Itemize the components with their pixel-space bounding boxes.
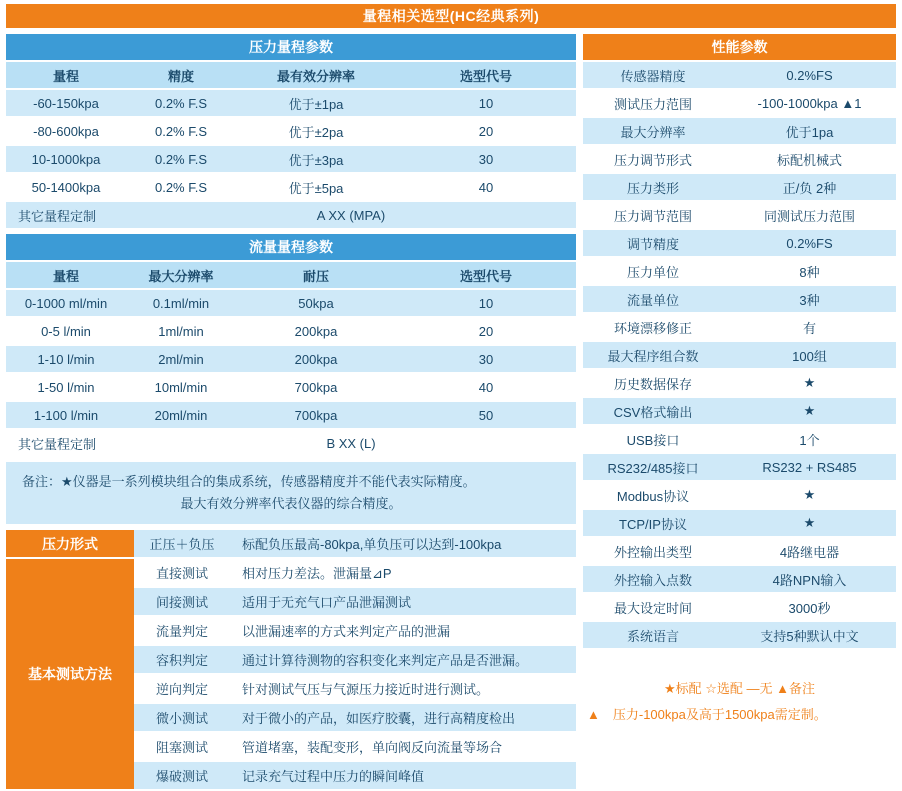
table-row xyxy=(583,62,896,88)
param-name: 外控输出类型 xyxy=(583,538,723,564)
cell-code: 50 xyxy=(396,402,576,428)
table-row xyxy=(583,370,896,396)
param-value: ★ xyxy=(723,482,896,508)
table-row xyxy=(6,118,576,144)
table-row xyxy=(583,510,896,536)
col-header-accuracy: 精度 xyxy=(126,62,236,88)
cell-custom-label: 其它量程定制 xyxy=(6,430,126,456)
left-column xyxy=(6,32,576,791)
cell-custom-value: A XX (MPA) xyxy=(126,202,576,228)
pressure-custom-row xyxy=(6,202,576,228)
col-header-code: 选型代号 xyxy=(396,262,576,288)
table-row xyxy=(6,374,576,400)
pressure-section-header: 压力量程参数 xyxy=(6,34,576,60)
param-value: ★ xyxy=(723,510,896,536)
cell-resolution: 优于±2pa xyxy=(236,118,396,144)
col-header-pressure-resistance: 耐压 xyxy=(236,262,396,288)
cell-range: -60-150kpa xyxy=(6,90,126,116)
table-row xyxy=(583,286,896,312)
param-value: 100组 xyxy=(723,342,896,368)
param-name: 流量单位 xyxy=(583,286,723,312)
cell-accuracy: 0.2% F.S xyxy=(126,146,236,172)
col-header-code: 选型代号 xyxy=(396,62,576,88)
param-value: RS232 + RS485 xyxy=(723,454,896,480)
table-row xyxy=(6,174,576,200)
param-value: 4路继电器 xyxy=(723,538,896,564)
cell-code: 40 xyxy=(396,174,576,200)
col-header-resolution: 最大分辨率 xyxy=(126,262,236,288)
param-name: CSV格式输出 xyxy=(583,398,723,424)
cell-resolution: 优于±5pa xyxy=(236,174,396,200)
param-name: Modbus协议 xyxy=(583,482,723,508)
col-header-resolution: 最有效分辨率 xyxy=(236,62,396,88)
table-row xyxy=(583,566,896,592)
method-name: 容积判定 xyxy=(134,646,230,673)
method-desc: 标配负压最高-80kpa,单负压可以达到-100kpa xyxy=(230,530,576,557)
method-name: 逆向判定 xyxy=(134,675,230,702)
cell-range: 10-1000kpa xyxy=(6,146,126,172)
table-row xyxy=(583,342,896,368)
param-name: RS232/485接口 xyxy=(583,454,723,480)
note-line-1: 备注：★仪器是一系列模块组合的集成系统，传感器精度并不能代表实际精度。 xyxy=(22,474,476,489)
param-value: 标配机械式 xyxy=(723,146,896,172)
table-row xyxy=(583,398,896,424)
cell-pressure: 700kpa xyxy=(236,374,396,400)
method-name: 阻塞测试 xyxy=(134,733,230,760)
method-desc: 以泄漏速率的方式来判定产品的泄漏 xyxy=(230,617,576,644)
param-name: USB接口 xyxy=(583,426,723,452)
table-row xyxy=(583,482,896,508)
cell-code: 10 xyxy=(396,290,576,316)
param-name: 压力单位 xyxy=(583,258,723,284)
cell-custom-label: 其它量程定制 xyxy=(6,202,126,228)
param-name: TCP/IP协议 xyxy=(583,510,723,536)
pressure-column-headers xyxy=(6,62,576,88)
param-value: 0.2%FS xyxy=(723,62,896,88)
cell-range: 1-100 l/min xyxy=(6,402,126,428)
method-name: 正压＋负压 xyxy=(134,530,230,557)
method-desc: 适用于无充气口产品泄漏测试 xyxy=(230,588,576,615)
cell-resolution: 优于±3pa xyxy=(236,146,396,172)
param-value: 正/负 2种 xyxy=(723,174,896,200)
param-name: 历史数据保存 xyxy=(583,370,723,396)
pressure-range-table xyxy=(6,32,576,230)
col-header-range: 量程 xyxy=(6,262,126,288)
flow-custom-row xyxy=(6,430,576,456)
table-row xyxy=(6,146,576,172)
table-row xyxy=(583,538,896,564)
table-row xyxy=(6,290,576,316)
param-name: 最大分辨率 xyxy=(583,118,723,144)
method-desc: 相对压力差法。泄漏量⊿P xyxy=(230,559,576,586)
cell-resolution: 20ml/min xyxy=(126,402,236,428)
method-name: 直接测试 xyxy=(134,559,230,586)
legend-block xyxy=(583,676,896,728)
cell-resolution: 优于±1pa xyxy=(236,90,396,116)
param-name: 压力类形 xyxy=(583,174,723,200)
table-row xyxy=(6,346,576,372)
performance-table xyxy=(583,32,896,650)
pressure-form-label: 压力形式 xyxy=(6,530,134,557)
param-name: 传感器精度 xyxy=(583,62,723,88)
method-desc: 通过计算待测物的容积变化来判定产品是否泄漏。 xyxy=(230,646,576,673)
method-desc: 对于微小的产品，如医疗胶囊，进行高精度检出 xyxy=(230,704,576,731)
method-name: 爆破测试 xyxy=(134,762,230,789)
cell-pressure: 50kpa xyxy=(236,290,396,316)
param-value: 3000秒 xyxy=(723,594,896,620)
param-value: 4路NPN输入 xyxy=(723,566,896,592)
cell-code: 20 xyxy=(396,318,576,344)
cell-range: -80-600kpa xyxy=(6,118,126,144)
method-desc: 针对测试气压与气源压力接近时进行测试。 xyxy=(230,675,576,702)
performance-header: 性能参数 xyxy=(583,34,896,60)
param-name: 最大设定时间 xyxy=(583,594,723,620)
param-name: 外控输入点数 xyxy=(583,566,723,592)
table-row xyxy=(583,174,896,200)
table-row xyxy=(6,530,576,557)
right-column xyxy=(583,32,896,728)
cell-range: 50-1400kpa xyxy=(6,174,126,200)
table-row xyxy=(583,594,896,620)
table-row xyxy=(583,258,896,284)
method-desc: 记录充气过程中压力的瞬间峰值 xyxy=(230,762,576,789)
cell-range: 1-10 l/min xyxy=(6,346,126,372)
table-row xyxy=(583,454,896,480)
table-row xyxy=(583,314,896,340)
table-row xyxy=(6,318,576,344)
param-value: 8种 xyxy=(723,258,896,284)
cell-resolution: 2ml/min xyxy=(126,346,236,372)
cell-code: 20 xyxy=(396,118,576,144)
param-value: 有 xyxy=(723,314,896,340)
legend-line-2: ▲ 压力-100kpa及高于1500kpa需定制。 xyxy=(587,707,827,722)
basic-method-label: 基本测试方法 xyxy=(6,559,134,789)
method-name: 间接测试 xyxy=(134,588,230,615)
table-row xyxy=(583,146,896,172)
cell-range: 1-50 l/min xyxy=(6,374,126,400)
cell-accuracy: 0.2% F.S xyxy=(126,118,236,144)
cell-range: 0-1000 ml/min xyxy=(6,290,126,316)
param-value: 1个 xyxy=(723,426,896,452)
cell-code: 10 xyxy=(396,90,576,116)
table-row xyxy=(583,426,896,452)
page-title: 量程相关选型(HC经典系列) xyxy=(6,4,896,28)
method-name: 流量判定 xyxy=(134,617,230,644)
table-row xyxy=(583,202,896,228)
param-value: -100-1000kpa ▲1 xyxy=(723,90,896,116)
table-row xyxy=(583,230,896,256)
cell-code: 40 xyxy=(396,374,576,400)
legend-line-1: ★标配 ☆选配 —无 ▲备注 xyxy=(663,681,815,696)
method-desc: 管道堵塞，装配变形，单向阀反向流量等场合 xyxy=(230,733,576,760)
table-row xyxy=(583,622,896,648)
table-row xyxy=(583,90,896,116)
col-header-range: 量程 xyxy=(6,62,126,88)
table-row xyxy=(583,118,896,144)
cell-pressure: 700kpa xyxy=(236,402,396,428)
cell-accuracy: 0.2% F.S xyxy=(126,90,236,116)
param-name: 最大程序组合数 xyxy=(583,342,723,368)
test-methods-table xyxy=(6,528,576,791)
param-value: 0.2%FS xyxy=(723,230,896,256)
table-row xyxy=(6,90,576,116)
method-name: 微小测试 xyxy=(134,704,230,731)
cell-resolution: 0.1ml/min xyxy=(126,290,236,316)
param-name: 测试压力范围 xyxy=(583,90,723,116)
cell-code: 30 xyxy=(396,146,576,172)
param-value: ★ xyxy=(723,370,896,396)
param-name: 环境漂移修正 xyxy=(583,314,723,340)
table-row xyxy=(6,402,576,428)
table-row xyxy=(6,559,576,586)
param-name: 调节精度 xyxy=(583,230,723,256)
flow-section-header: 流量量程参数 xyxy=(6,234,576,260)
cell-custom-value: B XX (L) xyxy=(126,430,576,456)
cell-resolution: 1ml/min xyxy=(126,318,236,344)
param-value: 同测试压力范围 xyxy=(723,202,896,228)
param-name: 压力调节形式 xyxy=(583,146,723,172)
param-value: ★ xyxy=(723,398,896,424)
flow-column-headers xyxy=(6,262,576,288)
param-value: 3种 xyxy=(723,286,896,312)
cell-code: 30 xyxy=(396,346,576,372)
param-name: 压力调节范围 xyxy=(583,202,723,228)
cell-accuracy: 0.2% F.S xyxy=(126,174,236,200)
param-name: 系统语言 xyxy=(583,622,723,648)
param-value: 支持5种默认中文 xyxy=(723,622,896,648)
cell-resolution: 10ml/min xyxy=(126,374,236,400)
note-block xyxy=(6,462,576,524)
cell-pressure: 200kpa xyxy=(236,318,396,344)
param-value: 优于1pa xyxy=(723,118,896,144)
cell-range: 0-5 l/min xyxy=(6,318,126,344)
note-line-2: 最大有效分辨率代表仪器的综合精度。 xyxy=(180,496,402,512)
flow-range-table xyxy=(6,232,576,458)
cell-pressure: 200kpa xyxy=(236,346,396,372)
